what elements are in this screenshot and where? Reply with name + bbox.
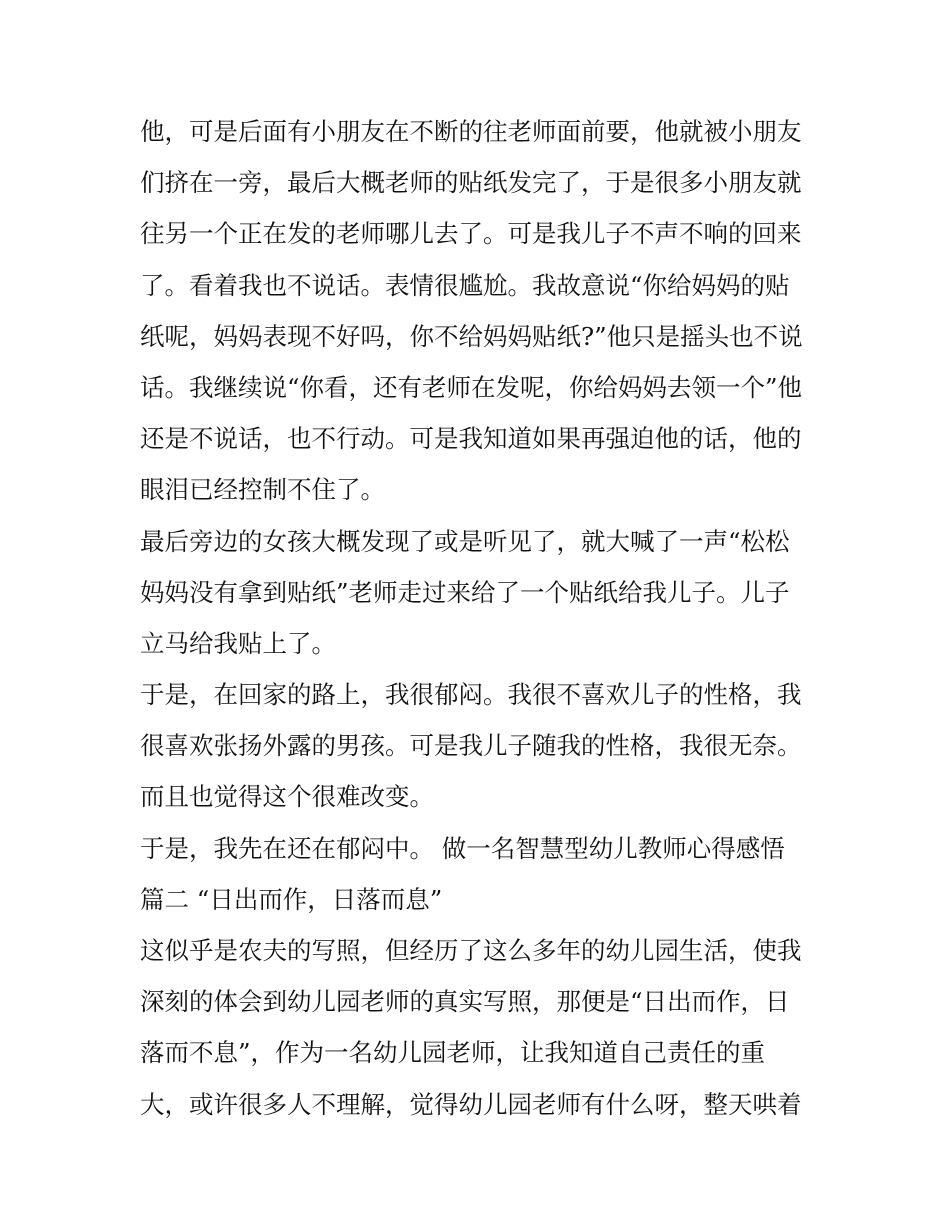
text-line: 最后旁边的女孩大概发现了或是听见了，就大喊了一声“松松 bbox=[140, 526, 790, 556]
text-line: 大，或许很多人不理解，觉得幼儿园老师有什么呀，整天哄着 bbox=[140, 1089, 802, 1119]
text-line: 篇二 “日出而作，日落而息” bbox=[140, 884, 443, 914]
text-line: 落而不息”，作为一名幼儿园老师，让我知道自己责任的重 bbox=[140, 1038, 766, 1068]
text-line: 妈妈没有拿到贴纸”老师走过来给了一个贴纸给我儿子。儿子 bbox=[140, 577, 790, 607]
text-line: 而且也觉得这个很难改变。 bbox=[140, 782, 434, 812]
text-line: 于是，在回家的路上，我很郁闷。我很不喜欢儿子的性格，我 bbox=[140, 680, 802, 710]
text-line: 还是不说话，也不行动。可是我知道如果再强迫他的话，他的 bbox=[140, 424, 802, 454]
text-line: 他，可是后面有小朋友在不断的往老师面前要，他就被小朋友 bbox=[140, 117, 802, 146]
text-line: 纸呢，妈妈表现不好吗，你不给妈妈贴纸?”他只是摇头也不说 bbox=[140, 321, 803, 351]
text-line: 眼泪已经控制不住了。 bbox=[140, 475, 385, 505]
text-line: 了。看着我也不说话。表情很尴尬。我故意说“你给妈妈的贴 bbox=[140, 270, 790, 300]
text-line: 很喜欢张扬外露的男孩。可是我儿子随我的性格，我很无奈。 bbox=[140, 731, 802, 761]
document-body bbox=[140, 106, 830, 1130]
text-line: 往另一个正在发的老师哪儿去了。可是我儿子不声不响的回来 bbox=[140, 219, 802, 249]
text-line: 们挤在一旁，最后大概老师的贴纸发完了，于是很多小朋友就 bbox=[140, 168, 802, 198]
text-line: 这似乎是农夫的写照，但经历了这么多年的幼儿园生活，使我 bbox=[140, 936, 802, 965]
text-line: 话。我继续说“你看，还有老师在发呢，你给妈妈去领一个”他 bbox=[140, 372, 803, 402]
text-line: 于是，我先在还在郁闷中。 做一名智慧型幼儿教师心得感悟 bbox=[140, 833, 785, 863]
text-line: 深刻的体会到幼儿园老师的真实写照，那便是“日出而作，日 bbox=[140, 987, 790, 1017]
text-line: 立马给我贴上了。 bbox=[140, 628, 336, 658]
